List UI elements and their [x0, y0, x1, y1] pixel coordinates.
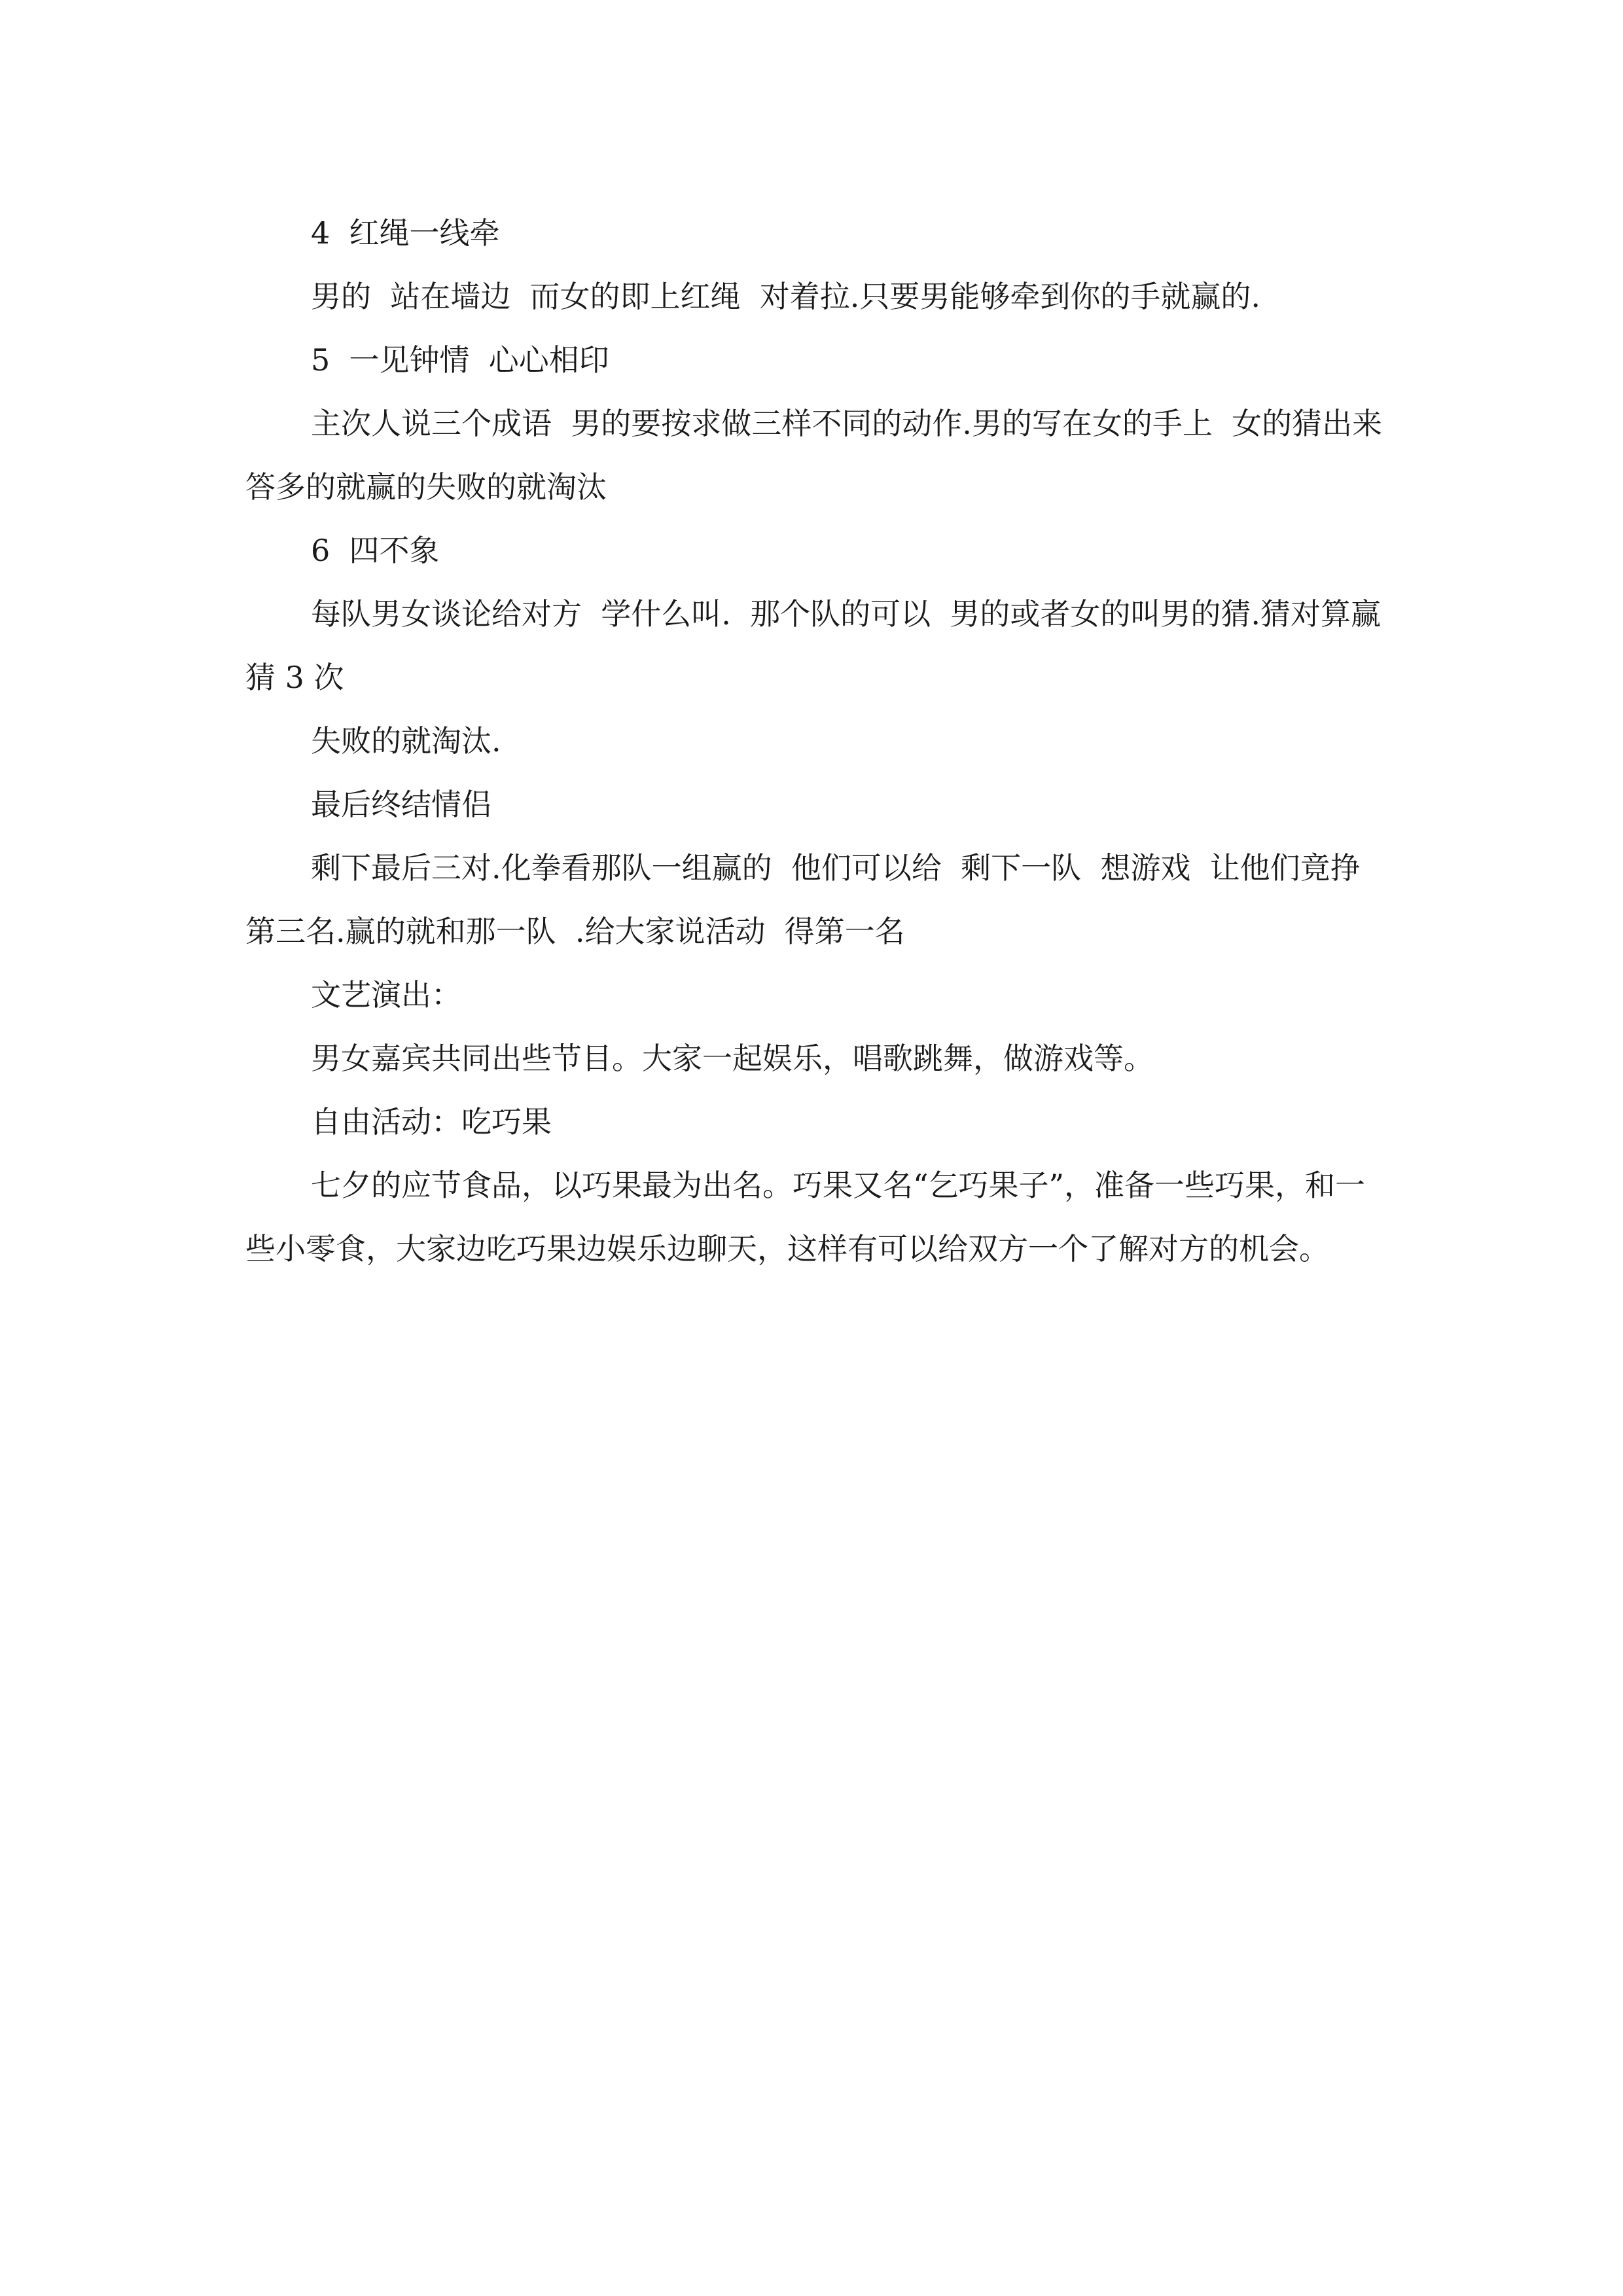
game-6-description: 每队男女谈论给对方 学什么叫. 那个队的可以 男的或者女的叫男的猜.猜对算赢 猜 3 次: [245, 596, 1400, 695]
free-activity-description: 七夕的应节食品，以巧果最为出名。巧果又名“乞巧果子”，准备一些巧果，和一些小零食，大家边吃巧果边娱乐边聊天，这样有可以给双方一个了解对方的机会。: [245, 1168, 1366, 1266]
game-5-description: 主次人说三个成语 男的要按求做三样不同的动作.男的写在女的手上 女的猜出来 答多的就赢的失败的就淘汰: [245, 406, 1402, 505]
game-6-elimination: 失败的就淘汰.: [311, 723, 501, 759]
final-couples-description: 剩下最后三对.化拳看那队一组赢的 他们可以给 剩下一队 想游戏 让他们竟挣第三名.赢的就和那一队 .给大家说活动 得第一名: [245, 850, 1361, 949]
document-body: [245, 202, 1402, 1281]
free-activity-heading: 自由活动：吃巧果: [311, 1104, 552, 1139]
performance-description: 男女嘉宾共同出些节目。大家一起娱乐，唱歌跳舞，做游戏等。: [311, 1041, 1154, 1076]
game-6-title: 6 四不象: [311, 533, 440, 568]
game-5-title: 5 一见钟情 心心相印: [311, 342, 609, 378]
performance-heading: 文艺演出：: [311, 977, 461, 1013]
final-couples-title: 最后终结情侣: [311, 787, 491, 822]
game-4-title: 4 红绳一线牵: [311, 215, 500, 251]
game-4-description: 男的 站在墙边 而女的即上红绳 对着拉.只要男能够牵到你的手就赢的.: [311, 279, 1260, 314]
